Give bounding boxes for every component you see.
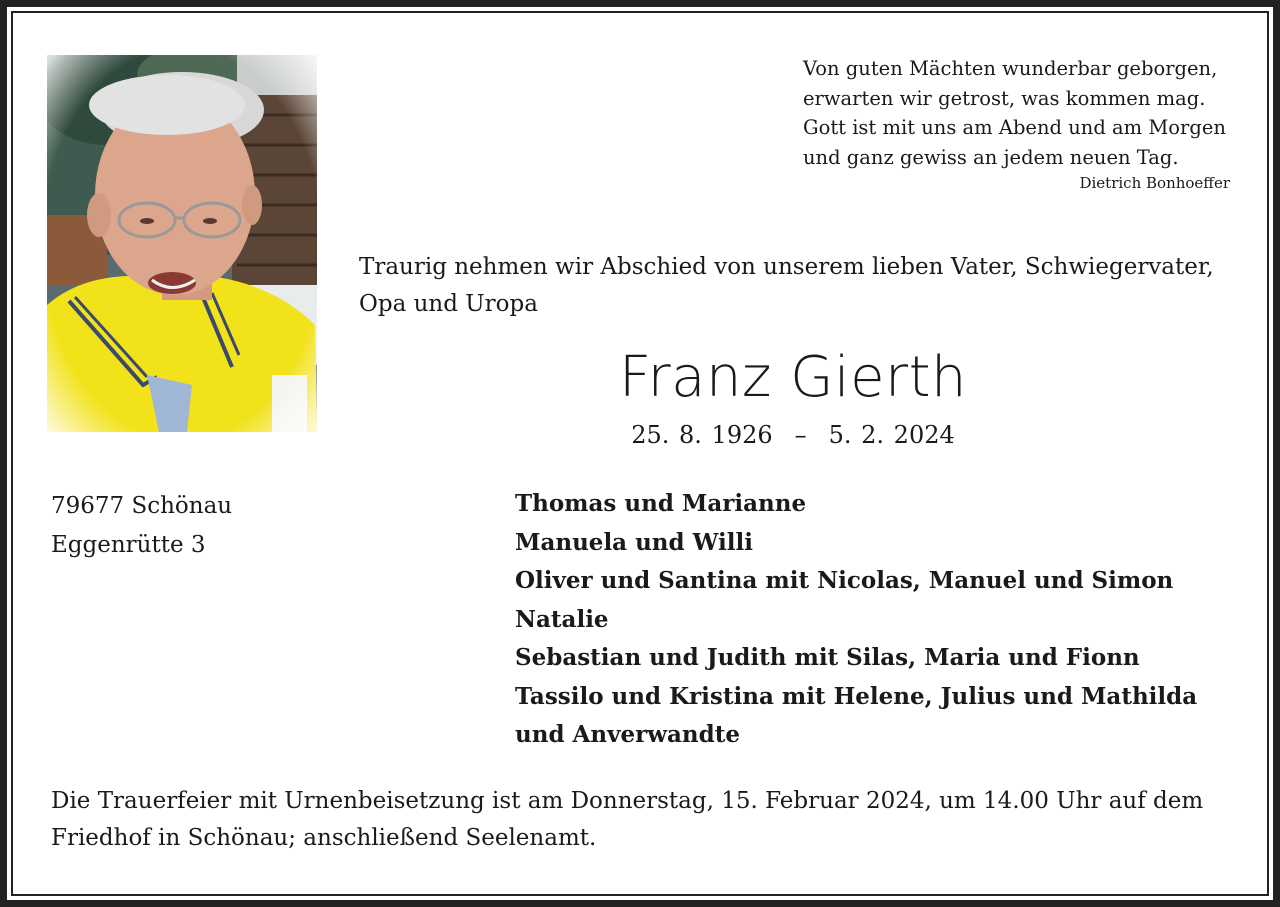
poem-quote xyxy=(803,54,1233,193)
address-block xyxy=(51,487,371,564)
intro-line-2: Opa und Uropa xyxy=(359,291,538,317)
death-date: 5. 2. 2024 xyxy=(828,421,955,449)
address-line-1: 79677 Schönau xyxy=(51,493,233,519)
quote-author: Dietrich Bonhoeffer xyxy=(1079,174,1230,192)
quote-line: erwarten wir getrost, was kommen mag. xyxy=(803,86,1206,110)
deceased-name: Franz Gierth xyxy=(618,345,968,410)
mourners-list xyxy=(515,485,1255,755)
mourner-entry: Manuela und Willi xyxy=(515,528,753,556)
birth-date: 25. 8. 1926 xyxy=(631,421,773,449)
mourner-entry: und Anverwandte xyxy=(515,721,740,748)
mourner-entry: Oliver und Santina mit Nicolas, Manuel und Simon xyxy=(515,567,1174,594)
address-line-2: Eggenrütte 3 xyxy=(51,531,206,558)
quote-line: Gott ist mit uns am Abend und am Morgen xyxy=(803,116,1226,139)
quote-line: Von guten Mächten wunderbar geborgen, xyxy=(803,57,1218,80)
life-dates xyxy=(518,417,1068,453)
mourner-entry: Thomas und Marianne xyxy=(515,490,807,517)
mourner-entry: Natalie xyxy=(515,605,609,633)
ceremony-notice xyxy=(51,783,1251,857)
ceremony-line-2: Friedhof in Schönau; anschließend Seelenamt. xyxy=(51,825,597,851)
portrait-photo xyxy=(47,55,317,432)
intro-line-1: Traurig nehmen wir Abschied von unserem lieben Vater, Schwiegervater, xyxy=(359,254,1214,280)
date-separator: – xyxy=(794,421,807,449)
mourner-entry: Sebastian und Judith mit Silas, Maria und Fionn xyxy=(515,644,1140,671)
ceremony-line-1: Die Trauerfeier mit Urnenbeisetzung ist am Donnerstag, 15. Februar 2024, um 14.00 Uhr auf dem xyxy=(51,788,1204,814)
quote-line: und ganz gewiss an jedem neuen Tag. xyxy=(803,145,1179,169)
farewell-intro xyxy=(359,249,1239,323)
mourner-entry: Tassilo und Kristina mit Helene, Julius und Mathilda xyxy=(515,682,1198,710)
